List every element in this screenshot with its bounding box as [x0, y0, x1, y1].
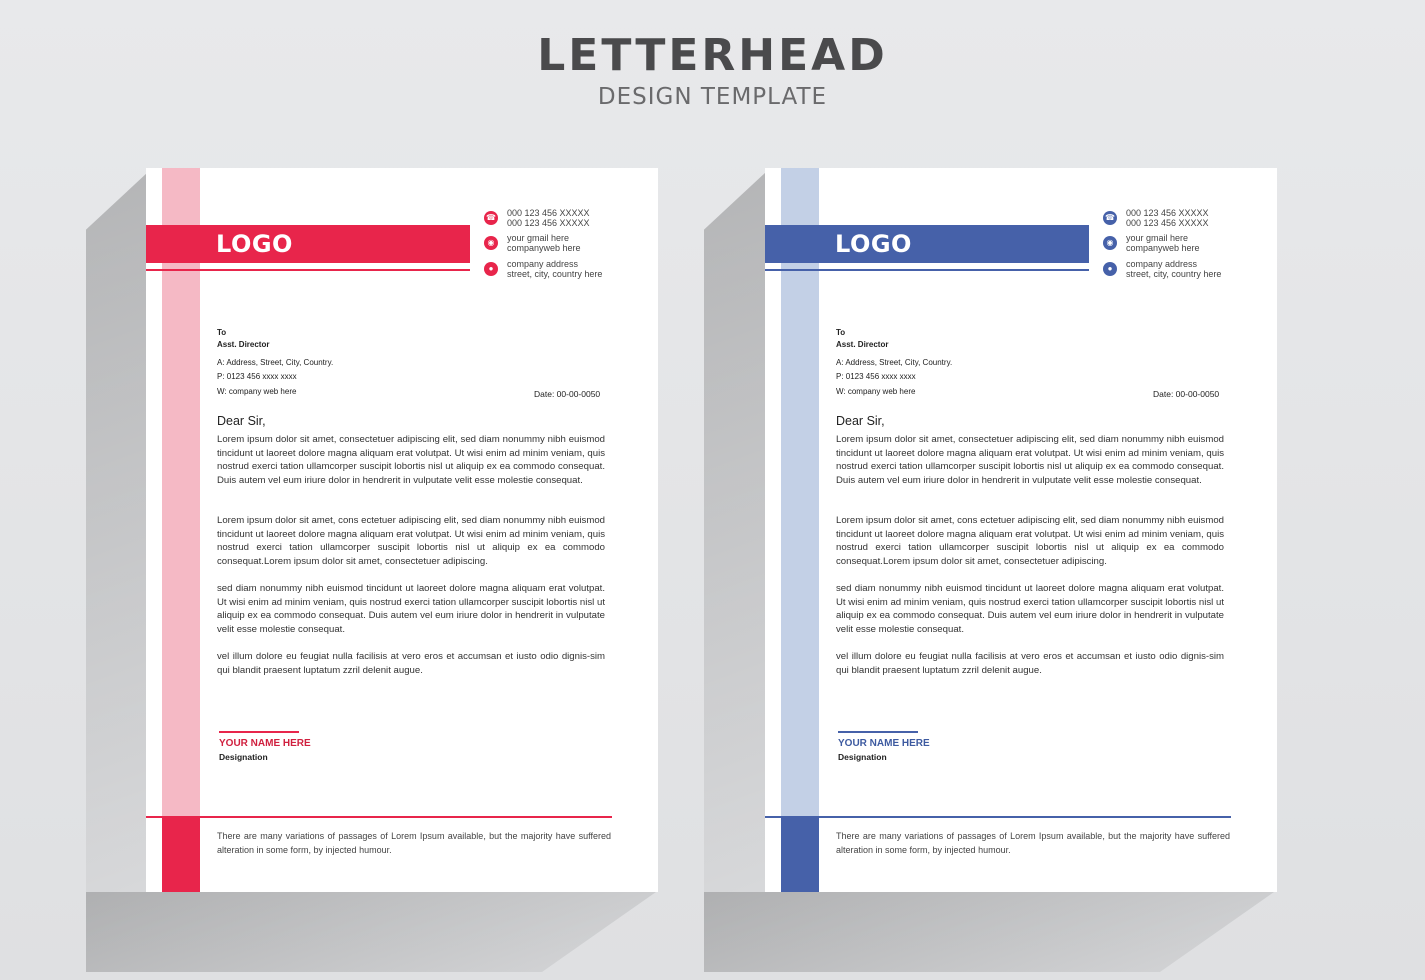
recipient-address: A: Address, Street, City, Country. [836, 358, 953, 367]
page-subtitle: DESIGN TEMPLATE [597, 84, 828, 110]
contact-line: your gmail here [1126, 233, 1189, 243]
recipient-address: A: Address, Street, City, Country. [217, 358, 334, 367]
contact-line: street, city, country here [1126, 268, 1222, 279]
recipient-to: To [836, 328, 846, 337]
side-stripe [781, 168, 819, 816]
recipient-to: To [217, 328, 227, 337]
footer-text: There are many variations of passages of Lorem Ipsum available, but the majority have suffered alteration in some form, by injected humour. [217, 831, 611, 855]
contact-line: your gmail here [507, 233, 570, 243]
contact-line: 000 123 456 XXXXX [1126, 208, 1209, 218]
contact-line: companyweb here [1126, 242, 1200, 253]
body-paragraph: vel illum dolore eu feugiat nulla facilisis at vero eros et accumsan et iusto odio dignis-sim qui blandit praesent luptatum zzril delenit augue. [217, 651, 605, 676]
sheet-shadow [704, 892, 1274, 972]
logo-banner [146, 225, 470, 263]
sheet-shadow [86, 172, 148, 892]
logo-banner [765, 225, 1089, 263]
contact-line: 000 123 456 XXXXX [507, 208, 590, 218]
letter-date: Date: 00-00-0050 [534, 389, 601, 399]
salutation: Dear Sir, [836, 414, 885, 428]
signature-designation: Designation [838, 752, 887, 762]
location-pin-icon: ● [1103, 262, 1117, 276]
recipient-web: W: company web here [836, 387, 916, 396]
globe-icon: ◉ [1103, 236, 1117, 250]
signature-line [219, 731, 299, 733]
contact-line: company address [507, 259, 579, 269]
recipient-web: W: company web here [217, 387, 297, 396]
body-paragraph: vel illum dolore eu feugiat nulla facilisis at vero eros et accumsan et iusto odio dignis-sim qui blandit praesent luptatum zzril delenit augue. [836, 651, 1224, 676]
contact-line: street, city, country here [507, 268, 603, 279]
letterhead-blue [765, 168, 1277, 892]
header-rule [765, 269, 1089, 271]
signature-designation: Designation [219, 752, 268, 762]
signature-line [838, 731, 918, 733]
letterhead-red [146, 168, 658, 892]
contact-line: 000 123 456 XXXXX [507, 217, 590, 228]
side-stripe-footer-block [162, 816, 200, 892]
sheet-shadow [704, 172, 766, 892]
body-paragraph: sed diam nonummy nibh euismod tincidunt ut laoreet dolore magna aliquam erat volutpat. Ut wisi enim ad minim veniam, quis nostrud exerci tation ullamcorper suscipit lobortis nisl ut aliquip ex ea commodo consequat. Duis autem vel eum iriure dolor in hendrerit in vulputate velit esse molestie consequat. [217, 583, 605, 635]
signature-name: YOUR NAME HERE [838, 738, 930, 749]
sheet-shadow [86, 892, 656, 972]
globe-icon: ◉ [484, 236, 498, 250]
recipient-name: Asst. Director [836, 340, 889, 349]
contact-line: companyweb here [507, 242, 581, 253]
side-stripe-footer-block [781, 816, 819, 892]
logo: LOGO [835, 230, 912, 258]
side-stripe [162, 168, 200, 816]
phone-icon: ☎ [484, 211, 498, 225]
page-title: LETTERHEAD [537, 30, 888, 81]
footer-text: There are many variations of passages of Lorem Ipsum available, but the majority have suffered alteration in some form, by injected humour. [836, 831, 1230, 855]
salutation: Dear Sir, [217, 414, 266, 428]
footer-rule [146, 816, 612, 818]
contact-line: company address [1126, 259, 1198, 269]
logo: LOGO [216, 230, 293, 258]
signature-name: YOUR NAME HERE [219, 738, 311, 749]
body-paragraph: Lorem ipsum dolor sit amet, cons ectetuer adipiscing elit, sed diam nonummy nibh euismod tincidunt ut laoreet dolore magna aliquam erat volutpat. Ut wisi enim ad minim veniam, quis nostrud exerci tation ullamcorper suscipit lobortis nisl ut aliquip ex ea commodo consequat.Lorem ipsum dolor sit amet, consectetuer adipiscing. [217, 515, 605, 567]
body-paragraph: Lorem ipsum dolor sit amet, cons ectetuer adipiscing elit, sed diam nonummy nibh euismod tincidunt ut laoreet dolore magna aliquam erat volutpat. Ut wisi enim ad minim veniam, quis nostrud exerci tation ullamcorper suscipit lobortis nisl ut aliquip ex ea commodo consequat.Lorem ipsum dolor sit amet, consectetuer adipiscing. [836, 515, 1224, 567]
body-paragraph: sed diam nonummy nibh euismod tincidunt ut laoreet dolore magna aliquam erat volutpat. Ut wisi enim ad minim veniam, quis nostrud exerci tation ullamcorper suscipit lobortis nisl ut aliquip ex ea commodo consequat. Duis autem vel eum iriure dolor in hendrerit in vulputate velit esse molestie consequat. [836, 583, 1224, 635]
recipient-name: Asst. Director [217, 340, 270, 349]
recipient-phone: P: 0123 456 xxxx xxxx [217, 372, 297, 381]
body-paragraph: Lorem ipsum dolor sit amet, consectetuer adipiscing elit, sed diam nonummy nibh euismod tincidunt ut laoreet dolore magna aliquam erat volutpat. Ut wisi enim ad minim veniam, quis nostrud exerci tation ullamcorper suscipit lobortis nisl ut aliquip ex ea commodo consequat. Duis autem vel eum iriure dolor in hendrerit in vulputate velit esse molestie consequat. [836, 434, 1224, 486]
phone-icon: ☎ [1103, 211, 1117, 225]
letter-date: Date: 00-00-0050 [1153, 389, 1220, 399]
footer-rule [765, 816, 1231, 818]
body-paragraph: Lorem ipsum dolor sit amet, consectetuer adipiscing elit, sed diam nonummy nibh euismod tincidunt ut laoreet dolore magna aliquam erat volutpat. Ut wisi enim ad minim veniam, quis nostrud exerci tation ullamcorper suscipit lobortis nisl ut aliquip ex ea commodo consequat. Duis autem vel eum iriure dolor in hendrerit in vulputate velit esse molestie consequat. [217, 434, 605, 486]
header-rule [146, 269, 470, 271]
contact-line: 000 123 456 XXXXX [1126, 217, 1209, 228]
location-pin-icon: ● [484, 262, 498, 276]
recipient-phone: P: 0123 456 xxxx xxxx [836, 372, 916, 381]
